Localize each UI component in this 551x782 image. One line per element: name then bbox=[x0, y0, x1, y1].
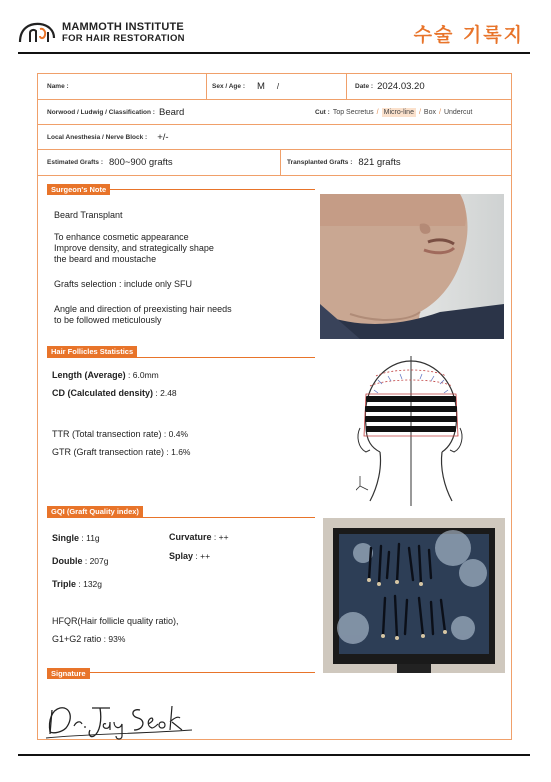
separator: / bbox=[438, 108, 441, 116]
gtr-stat bbox=[52, 447, 191, 457]
cut-option-box: Box bbox=[423, 108, 436, 116]
anesthesia-field bbox=[47, 125, 169, 149]
curvature-value: : ++ bbox=[211, 532, 229, 542]
separator: / bbox=[418, 108, 421, 116]
follicle-stats-header bbox=[47, 346, 137, 357]
double-stat bbox=[52, 556, 109, 566]
monitor-photo-illustration bbox=[323, 518, 505, 673]
single-label: Single bbox=[52, 533, 80, 543]
date-field bbox=[355, 74, 425, 99]
cut-label: Cut : bbox=[315, 108, 330, 116]
surgery-record-form bbox=[37, 73, 512, 740]
ttr-label: TTR (Total transection rate) bbox=[52, 429, 162, 439]
surgeon-note-line: To enhance cosmetic appearance bbox=[54, 232, 189, 242]
gtr-value: : 1.6% bbox=[164, 447, 191, 457]
triple-label: Triple bbox=[52, 579, 77, 589]
cut-options bbox=[315, 100, 472, 124]
surgeon-note-line: Grafts selection : include only SFU bbox=[54, 279, 193, 289]
transplanted-grafts-label: Transplanted Grafts : bbox=[287, 159, 353, 166]
document-title: 수술 기록지 bbox=[413, 24, 524, 46]
surgeon-note-line: Beard Transplant bbox=[54, 210, 123, 220]
anesthesia-value: +/- bbox=[157, 131, 169, 143]
surgeon-note-line: to be followed meticulously bbox=[54, 315, 162, 325]
cut-option-undercut: Undercut bbox=[443, 108, 473, 116]
signature-title: Signature bbox=[47, 668, 90, 679]
curvature-label: Curvature bbox=[169, 532, 212, 542]
splay-label: Splay bbox=[169, 551, 194, 561]
section-rule bbox=[47, 357, 315, 358]
triple-value: : 132g bbox=[76, 579, 103, 589]
sex-value: M bbox=[257, 81, 265, 92]
sex-age-field bbox=[212, 74, 279, 99]
single-value: : 11g bbox=[79, 533, 100, 543]
triple-stat bbox=[52, 579, 102, 589]
surgeon-note-line: Improve density, and strategically shape bbox=[54, 243, 214, 253]
double-value: : 207g bbox=[82, 556, 109, 566]
length-value: : 6.0mm bbox=[125, 370, 159, 380]
divider bbox=[280, 150, 281, 175]
classification-field bbox=[47, 100, 184, 124]
surgeon-note-line: the beard and moustache bbox=[54, 254, 157, 264]
divider bbox=[206, 74, 207, 99]
transplanted-grafts-value: 821 grafts bbox=[358, 157, 401, 168]
separator: / bbox=[376, 108, 379, 116]
estimated-grafts-value: 800~900 grafts bbox=[109, 157, 173, 168]
cd-stat bbox=[52, 388, 177, 398]
age-separator: / bbox=[276, 82, 280, 91]
cd-value: : 2.48 bbox=[153, 388, 177, 398]
surgeon-note-header bbox=[47, 184, 110, 195]
surgeon-note-line: Angle and direction of preexisting hair needs bbox=[54, 304, 232, 314]
length-label: Length (Average) bbox=[52, 370, 126, 380]
footer-divider bbox=[18, 754, 530, 756]
row-grafts bbox=[38, 150, 511, 176]
head-donor-area-diagram bbox=[356, 356, 486, 508]
gqi-header bbox=[47, 506, 143, 517]
graft-microscope-photo bbox=[323, 518, 505, 673]
section-rule bbox=[47, 517, 315, 518]
g1g2-ratio-stat bbox=[52, 634, 125, 644]
date-label: Date : bbox=[355, 83, 374, 90]
row-patient-info bbox=[38, 74, 511, 100]
hfqr-label: HFQR(Hair follicle quality ratio), bbox=[52, 616, 179, 626]
classification-value: Beard bbox=[158, 106, 185, 118]
name-field bbox=[47, 74, 75, 99]
face-photo-illustration bbox=[320, 194, 504, 339]
classification-label: Norwood / Ludwig / Classification : bbox=[47, 108, 155, 116]
single-stat bbox=[52, 533, 100, 543]
row-classification bbox=[38, 100, 511, 125]
g1g2-ratio-label: G1+G2 ratio bbox=[52, 634, 102, 644]
gqi-title: GQI (Graft Quality index) bbox=[47, 506, 143, 517]
row-anesthesia bbox=[38, 125, 511, 150]
splay-value: : ++ bbox=[193, 551, 211, 561]
doctor-signature-image bbox=[44, 700, 194, 740]
brand-line-2: FOR HAIR RESTORATION bbox=[62, 33, 185, 44]
follicle-stats-title: Hair Follicles Statistics bbox=[47, 346, 137, 357]
double-label: Double bbox=[52, 556, 83, 566]
gtr-label: GTR (Graft transection rate) bbox=[52, 447, 165, 457]
divider bbox=[346, 74, 347, 99]
name-label: Name : bbox=[47, 83, 69, 90]
cd-label: CD (Calculated density) bbox=[52, 388, 154, 398]
estimated-grafts-label: Estimated Grafts : bbox=[47, 159, 103, 166]
g1g2-ratio-value: : 93% bbox=[101, 634, 126, 644]
cut-option-top-secretus: Top Secretus bbox=[332, 108, 374, 116]
splay-stat bbox=[169, 551, 210, 561]
brand-name bbox=[62, 22, 185, 44]
curvature-stat bbox=[169, 532, 229, 542]
signature-header bbox=[47, 668, 90, 679]
cut-option-micro-line: Micro-line bbox=[383, 108, 414, 116]
patient-beard-photo bbox=[320, 194, 504, 339]
sex-age-label: Sex / Age : bbox=[212, 83, 245, 90]
transplanted-grafts-field bbox=[287, 150, 401, 175]
anesthesia-label: Local Anesthesia / Nerve Block : bbox=[47, 133, 148, 141]
brand-line-1: MAMMOTH INSTITUTE bbox=[62, 21, 184, 33]
page-header bbox=[18, 18, 530, 50]
length-stat bbox=[52, 370, 159, 380]
hfqr-stat bbox=[52, 616, 179, 626]
surgeon-note-title: Surgeon's Note bbox=[47, 184, 110, 195]
header-divider bbox=[18, 52, 530, 54]
date-value: 2024.03.20 bbox=[377, 81, 425, 92]
ttr-stat bbox=[52, 429, 188, 439]
mammoth-logo-icon bbox=[18, 20, 58, 46]
estimated-grafts-field bbox=[47, 150, 173, 175]
ttr-value: : 0.4% bbox=[161, 429, 189, 439]
